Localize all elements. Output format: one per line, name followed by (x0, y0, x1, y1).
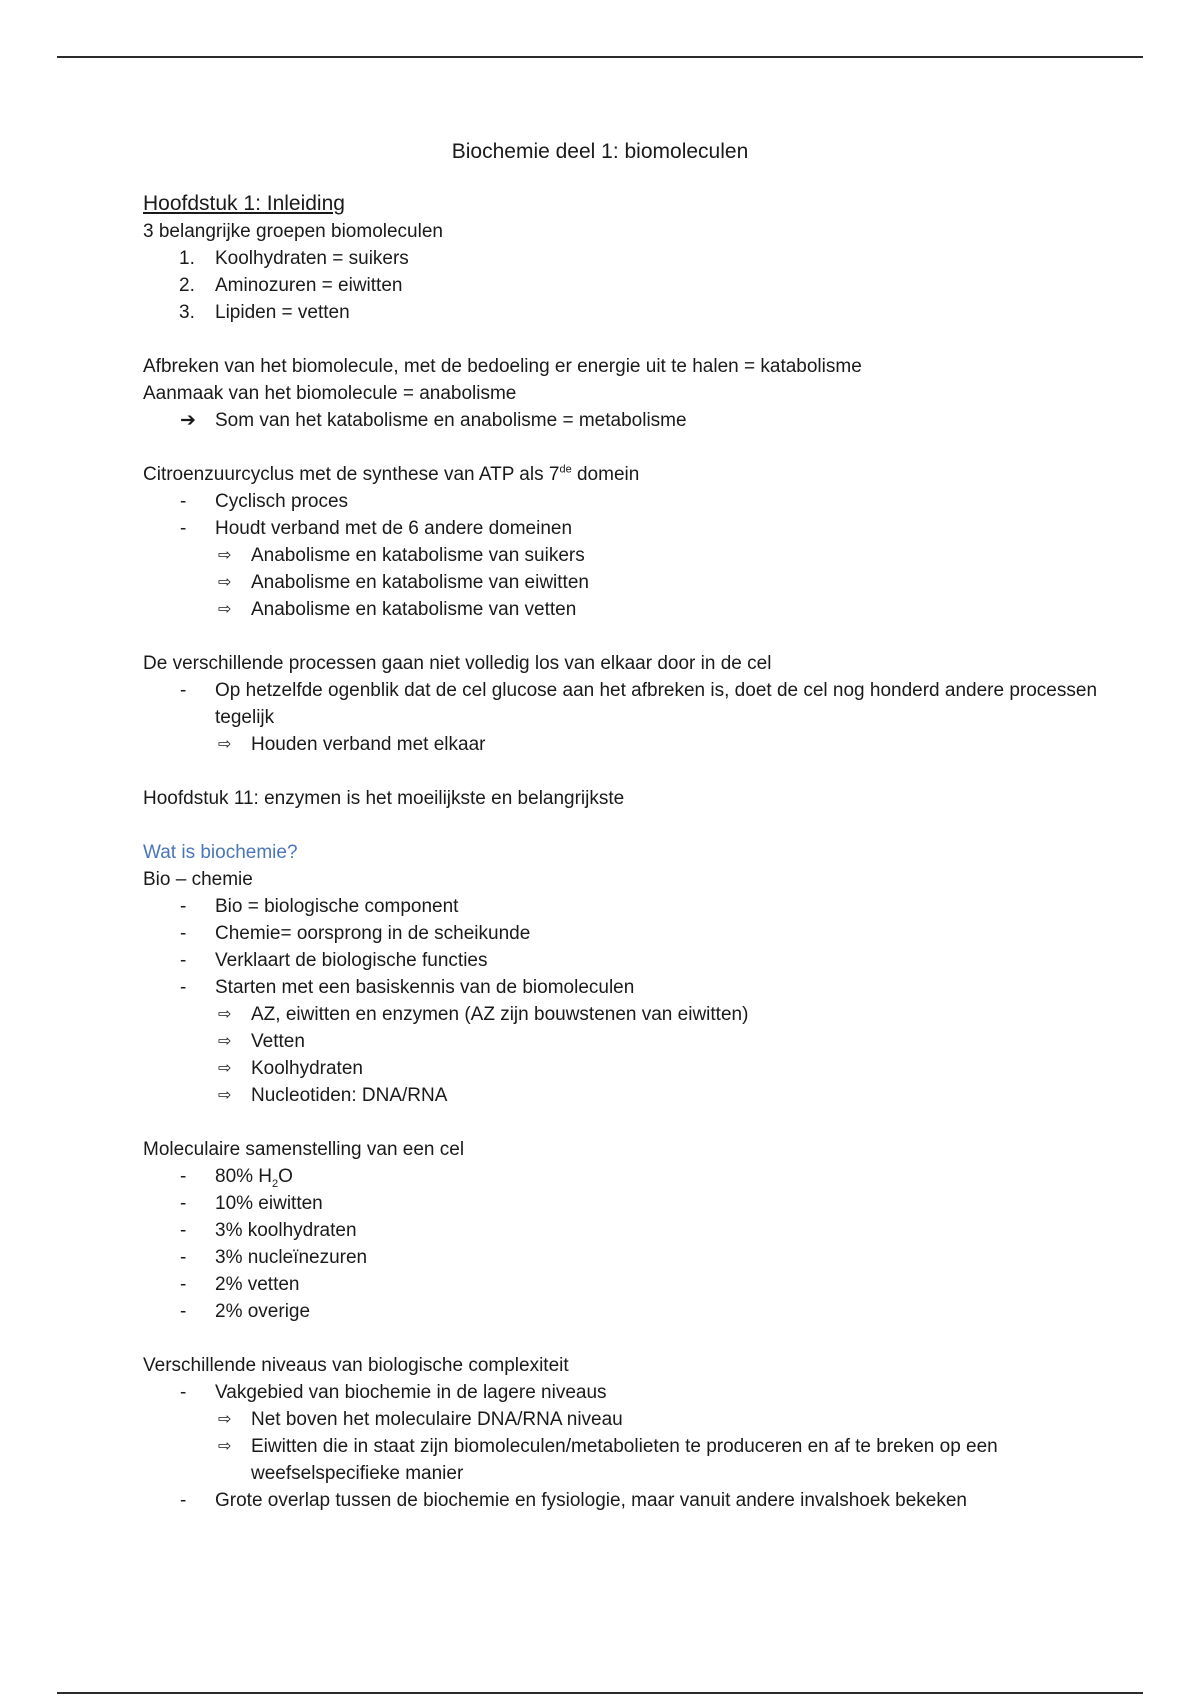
list-item: - Starten met een basiskennis van de biomoleculen (143, 974, 1143, 1001)
list-item: - Verklaart de biologische functies (143, 947, 1143, 974)
open-arrow-icon: ⇨ (218, 736, 232, 753)
list-subitem: ⇨ Net boven het moleculaire DNA/RNA niveau (143, 1406, 1143, 1433)
open-arrow-icon: ⇨ (218, 601, 232, 618)
document-title: Biochemie deel 1: biomoleculen (451, 140, 749, 163)
dash-bullet: - (180, 491, 187, 512)
document-body (143, 140, 1143, 1514)
list-item: - 3% koolhydraten (143, 1217, 1143, 1244)
dash-bullet: - (180, 680, 187, 701)
open-arrow-icon: ⇨ (218, 1060, 232, 1077)
open-arrow-icon: ⇨ (218, 1438, 232, 1455)
open-arrow-icon: ⇨ (218, 547, 232, 564)
paragraph: Hoofdstuk 11: enzymen is het moeilijkste en belangrijkste (143, 788, 625, 809)
list-item: - Cyclisch proces (143, 488, 1143, 515)
dash-bullet: - (180, 950, 187, 971)
paragraph: Bio – chemie (143, 869, 253, 890)
list-subitem: ⇨ Vetten (143, 1028, 1143, 1055)
list-subitem: ⇨ Nucleotiden: DNA/RNA (143, 1082, 1143, 1109)
list-item: - 2% overige (143, 1298, 1143, 1325)
list-item: - Grote overlap tussen de biochemie en fysiologie, maar vanuit andere invalshoek bekeken (143, 1487, 1143, 1514)
dash-bullet: - (180, 1301, 187, 1322)
list-item: - 10% eiwitten (143, 1190, 1143, 1217)
dash-bullet: - (180, 1193, 187, 1214)
list-item: - 2% vetten (143, 1271, 1143, 1298)
list-item: - Vakgebied van biochemie in de lagere niveaus (143, 1379, 1143, 1406)
list-item: 3. Lipiden = vetten (179, 302, 350, 323)
paragraph: Afbreken van het biomolecule, met de bedoeling er energie uit te halen = katabolisme (143, 356, 862, 377)
list-item: - 3% nucleïnezuren (143, 1244, 1143, 1271)
dash-bullet: - (180, 923, 187, 944)
list-item: - Op hetzelfde ogenblik dat de cel glucose aan het afbreken is, doet de cel nog honderd andere processen tegelijk (143, 677, 1135, 731)
list-item: 2. Aminozuren = eiwitten (179, 275, 403, 296)
top-rule (57, 56, 1143, 58)
dash-bullet: - (180, 896, 187, 917)
dash-bullet: - (180, 518, 187, 539)
paragraph: Citroenzuurcyclus met de synthese van ATP als 7de domein (143, 463, 640, 485)
list-subitem: ⇨ Koolhydraten (143, 1055, 1143, 1082)
dash-bullet: - (180, 1274, 187, 1295)
dash-bullet: - (180, 1220, 187, 1241)
dash-bullet: - (180, 1166, 187, 1187)
paragraph: De verschillende processen gaan niet volledig los van elkaar door in de cel (143, 653, 772, 674)
dash-bullet: - (180, 1247, 187, 1268)
list-subitem: ⇨ Anabolisme en katabolisme van vetten (143, 596, 1143, 623)
section-heading: Wat is biochemie? (143, 842, 298, 863)
list-item: ➔ Som van het katabolisme en anabolisme = metabolisme (143, 407, 1143, 434)
dash-bullet: - (180, 977, 187, 998)
dash-bullet: - (180, 1382, 187, 1403)
open-arrow-icon: ⇨ (218, 1006, 232, 1023)
list-subitem: ⇨ Houden verband met elkaar (143, 731, 1143, 758)
intro-text: 3 belangrijke groepen biomoleculen (143, 221, 443, 242)
open-arrow-icon: ⇨ (218, 1411, 232, 1428)
list-item: 1. Koolhydraten = suikers (179, 248, 409, 269)
paragraph: Verschillende niveaus van biologische complexiteit (143, 1355, 569, 1376)
list-item: - 80% $H_2O$ (143, 1163, 1143, 1190)
open-arrow-icon: ⇨ (218, 1087, 232, 1104)
open-arrow-icon: ⇨ (218, 574, 232, 591)
open-arrow-icon: ⇨ (218, 1033, 232, 1050)
paragraph: Aanmaak van het biomolecule = anabolisme (143, 383, 517, 404)
list-item: - Chemie= oorsprong in de scheikunde (143, 920, 1143, 947)
arrow-icon: ➔ (180, 410, 196, 431)
chapter-heading: Hoofdstuk 1: Inleiding (143, 192, 345, 215)
list-subitem: ⇨ Anabolisme en katabolisme van suikers (143, 542, 1143, 569)
bottom-rule (57, 1692, 1143, 1694)
paragraph: Moleculaire samenstelling van een cel (143, 1139, 465, 1160)
list-item: - Houdt verband met de 6 andere domeinen (143, 515, 1143, 542)
list-subitem: ⇨ Eiwitten die in staat zijn biomoleculen/metabolieten te produceren en af te breken op een weefselspecifieke manier (143, 1433, 1151, 1487)
list-item: - Bio = biologische component (143, 893, 1143, 920)
dash-bullet: - (180, 1490, 187, 1511)
list-subitem: ⇨ AZ, eiwitten en enzymen (AZ zijn bouwstenen van eiwitten) (143, 1001, 1143, 1028)
list-subitem: ⇨ Anabolisme en katabolisme van eiwitten (143, 569, 1143, 596)
